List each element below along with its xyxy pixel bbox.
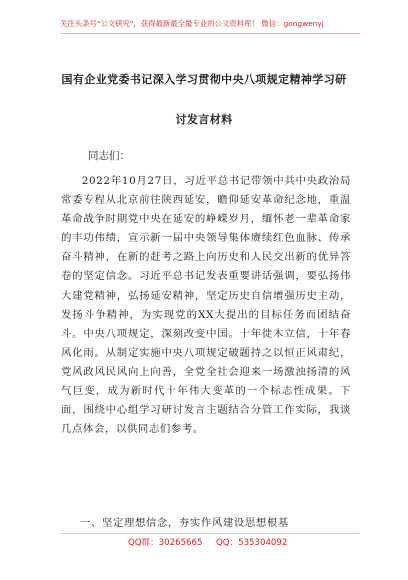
footer-qq-number: QQ：535304092	[216, 538, 288, 548]
footer-divider	[60, 533, 360, 534]
footer-qq-group: QQ群：30265665	[128, 538, 203, 548]
header-bar	[0, 0, 408, 50]
body-paragraph: 2022年10月27日，习近平总书记带领中共中央政治局常委专程从北京前往陕西延安，瞻仰延安革命纪念地，重温革命战争时期党中央在延安的峥嵘岁月，缅怀老一辈革命家的丰功伟绩，宣示新一届中央领导集体赓续红色血脉、传承奋斗精神，在新的赶考之路上向历史和人民交出新的优异答卷的坚定信念。习近平总书记发表重要讲话强调，要弘扬伟大建党精神，弘扬延安精神，坚定历史自信增强历史主动，发扬斗争精神，为实现党的XX大提出的目标任务而团结奋斗。中央八项规定，深刻改变中国。十年徙木立信，十年春风化雨。从制定实施中央八项规定破题持之以恒正风肃纪，党风政风民风向上向善，全党全社会迎来一场激浊扬清的风气巨变，成为新时代十年伟大变革的一个标志性成果。下面，围绕中心组学习研讨发言主题结合分管工作实际，我谈几点体会，以供同志们参考。	[61, 175, 351, 436]
header-divider	[60, 33, 360, 34]
document-title-line-1: 国有企业党委书记深入学习贯彻中央八项规定精神学习研	[61, 73, 347, 86]
header-banner: 关注头条号"公文研究"，获得最新最全最专业的公文资料库！ 微信：gongwenyj	[60, 19, 324, 28]
greeting: 同志们：	[88, 150, 130, 162]
section-heading: 一、坚定理想信念，夯实作风建设思想根基	[80, 517, 289, 529]
document-title-line-2: 讨发言材料	[175, 113, 233, 126]
body-text	[61, 172, 351, 439]
